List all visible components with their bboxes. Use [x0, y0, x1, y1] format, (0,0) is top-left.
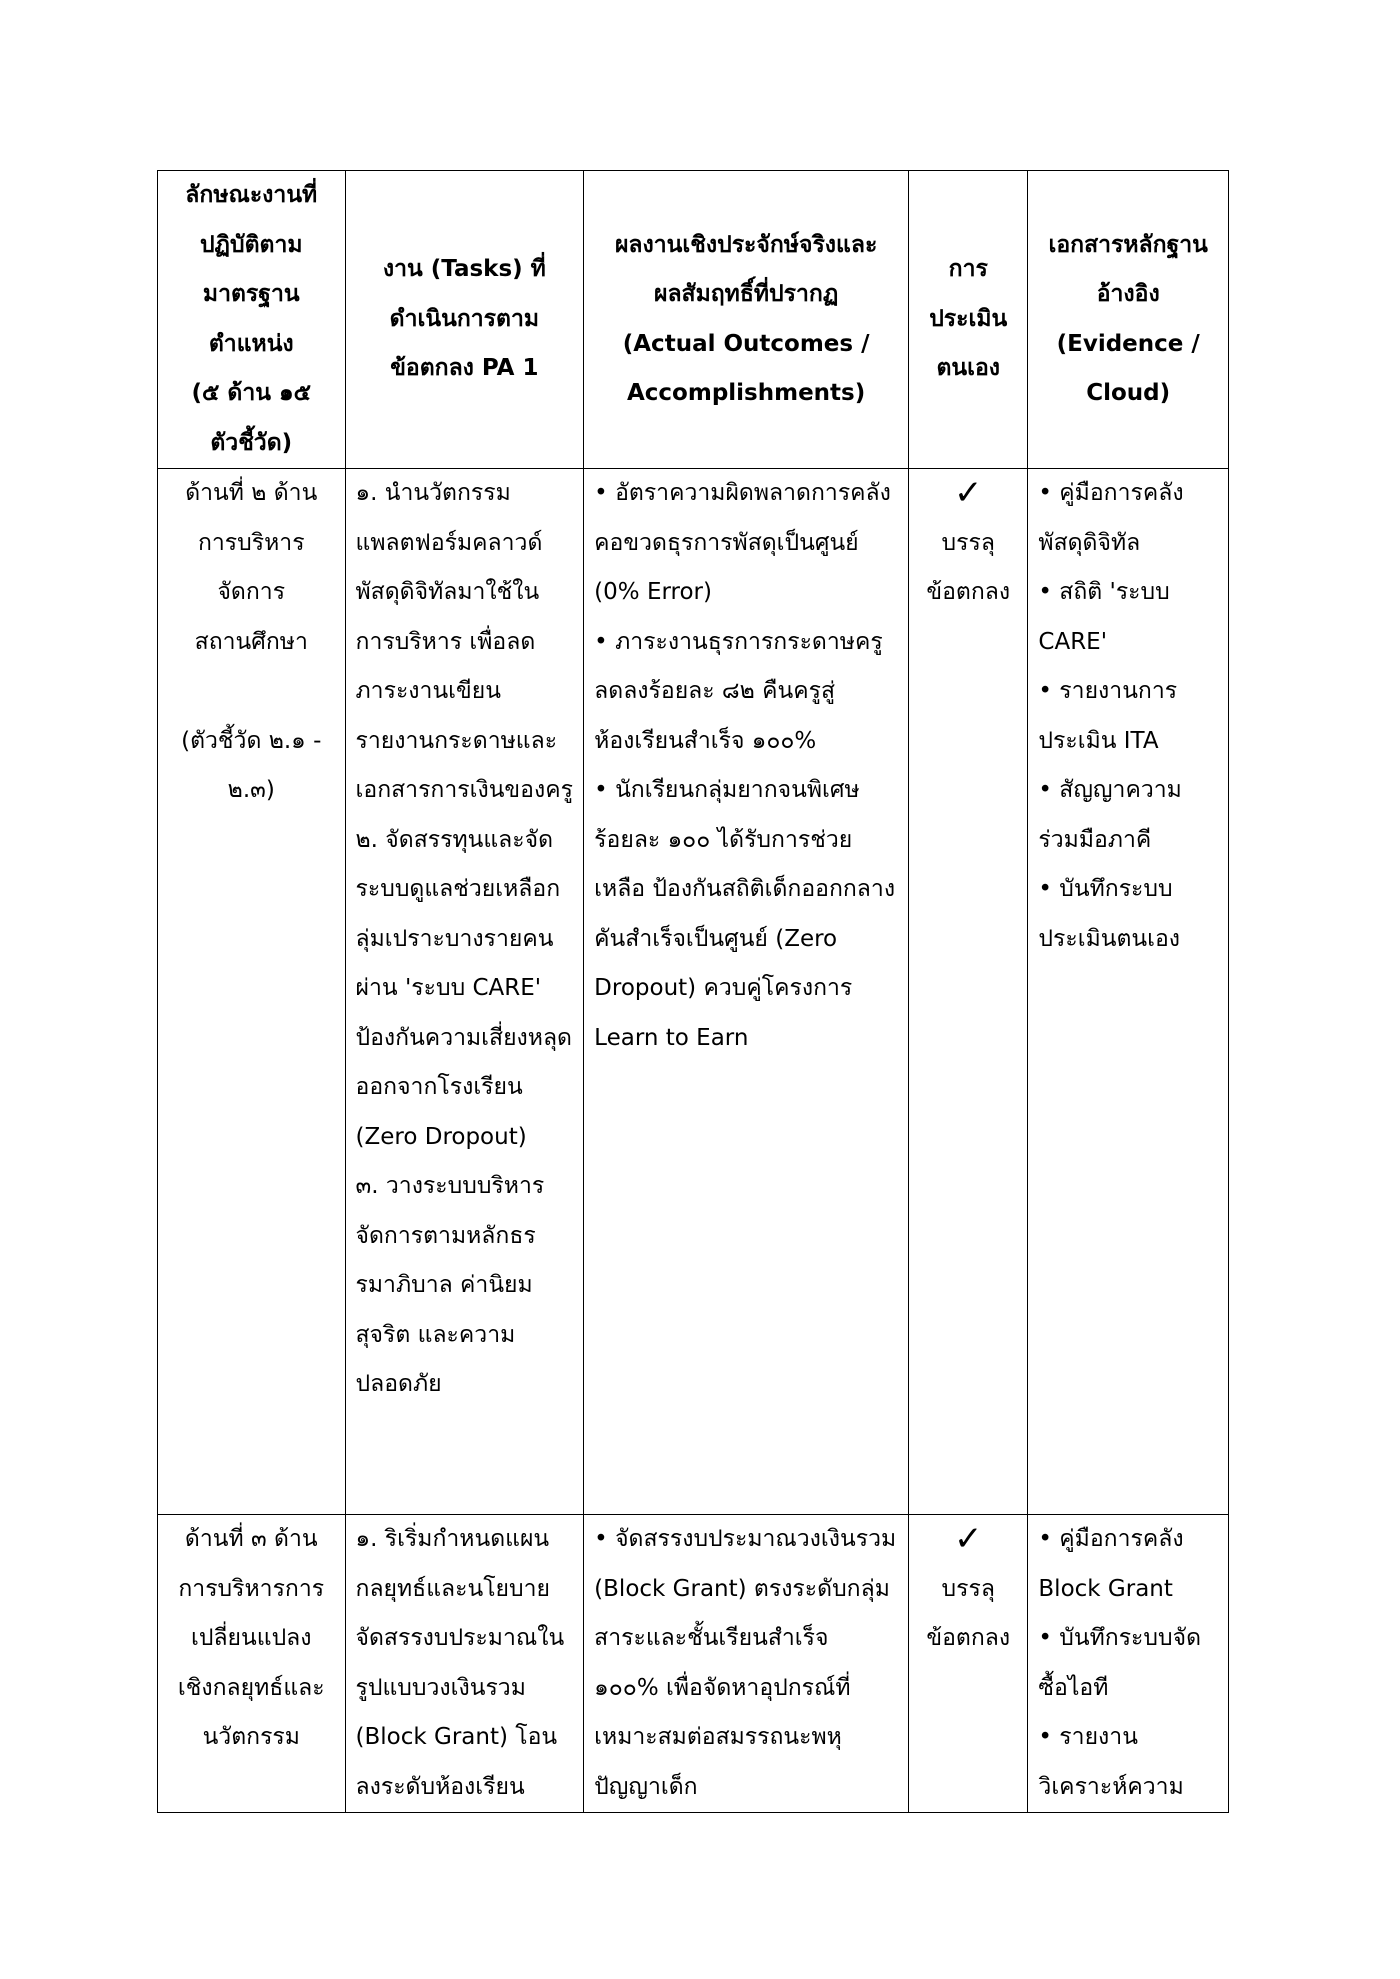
aspect-text: เปลี่ยนแปลง [191, 1625, 312, 1651]
header-text: ตำแหน่ง [208, 330, 294, 357]
table-row [158, 469, 1229, 1515]
assessment-text: ข้อตกลง [926, 1625, 1011, 1651]
header-outcomes [584, 171, 909, 469]
evidence-item: • คู่มือการคลังพัสดุดิจิทัล [1038, 469, 1218, 568]
evidence-item: • รายงานการประเมิน ITA [1038, 667, 1218, 766]
assessment-text: บรรลุ [941, 529, 995, 556]
header-job-characteristics [158, 171, 346, 469]
header-tasks [345, 171, 584, 469]
evidence-item: • รายงานวิเคราะห์ความ [1038, 1713, 1218, 1812]
checkmark-icon: ✓ [953, 473, 983, 513]
assessment-cell [909, 1515, 1028, 1813]
table-header-row [158, 171, 1229, 469]
evidence-item: • คู่มือการคลัง Block Grant [1038, 1515, 1218, 1614]
evidence-item: • บันทึกระบบประเมินตนเอง [1038, 865, 1218, 964]
header-text: งาน (Tasks) ที่ [382, 256, 546, 283]
header-text: ข้อตกลง PA 1 [390, 355, 539, 382]
header-text: ผลงานเชิงประจักษ์จริงและ [614, 231, 878, 258]
header-text: (Evidence / [1056, 330, 1200, 357]
header-text: ดำเนินการตาม [389, 305, 540, 332]
assessment-text: บรรลุ [941, 1575, 995, 1602]
header-text: ตัวชี้วัด) [210, 429, 293, 456]
tasks-cell [345, 469, 584, 1515]
header-text: (๕ ด้าน ๑๕ [191, 380, 312, 406]
header-text: ประเมิน [929, 305, 1008, 332]
aspect-text: ด้านที่ ๒ ด้าน [185, 480, 318, 506]
indicator-text: (ตัวชี้วัด ๒.๑ - [181, 727, 322, 754]
header-text: อ้างอิง [1096, 281, 1160, 307]
evidence-item: • บันทึกระบบจัดซื้อไอที [1038, 1614, 1218, 1713]
outcome-item: • นักเรียนกลุ่มยากจนพิเศษร้อยละ ๑๐๐ ได้รับการช่วยเหลือ ป้องกันสถิติเด็กออกกลางคันสำเร็จเป็นศูนย์ (Zero Dropout) ควบคู่โครงการ Learn to Earn [594, 766, 898, 1063]
aspect-text: นวัตกรรม [202, 1724, 300, 1750]
assessment-cell [909, 469, 1028, 1515]
header-self-assessment [909, 171, 1028, 469]
header-text: มาตรฐาน [202, 281, 300, 307]
header-text: เอกสารหลักฐาน [1048, 231, 1208, 258]
evidence-item: • สถิติ 'ระบบ CARE' [1038, 568, 1218, 667]
outcomes-cell [584, 1515, 909, 1813]
evidence-item: • สัญญาความร่วมมือภาคี [1038, 766, 1218, 865]
header-text: ปฏิบัติตาม [199, 231, 303, 258]
table-row [158, 1515, 1229, 1813]
outcomes-cell [584, 469, 909, 1515]
header-text: Cloud) [1086, 380, 1171, 406]
task-item: ๑. นำนวัตกรรมแพลตฟอร์มคลาวด์พัสดุดิจิทัลมาใช้ในการบริหาร เพื่อลดภาระงานเขียนรายงานกระดาษและเอกสารการเงินของครู [355, 480, 573, 803]
aspect-cell [158, 1515, 346, 1813]
indicator-text: ๒.๓) [227, 777, 275, 803]
aspect-text: การบริหารการ [178, 1575, 325, 1602]
header-text: ผลสัมฤทธิ์ที่ปรากฏ [653, 281, 839, 307]
header-text: ตนเอง [936, 355, 1001, 382]
header-text: (Actual Outcomes / [622, 330, 870, 357]
evidence-cell [1028, 469, 1229, 1515]
aspect-text: สถานศึกษา [194, 628, 308, 655]
aspect-text: เชิงกลยุทธ์และ [177, 1674, 325, 1701]
header-text: Accomplishments) [626, 380, 866, 406]
checkmark-icon: ✓ [953, 1519, 983, 1559]
pa-evaluation-table [157, 170, 1229, 1813]
evidence-cell [1028, 1515, 1229, 1813]
header-text: ลักษณะงานที่ [185, 182, 318, 208]
outcome-item: • อัตราความผิดพลาดการคลังคอขวดธุรการพัสดุเป็นศูนย์ (0% Error) [594, 469, 898, 618]
task-item: ๒. จัดสรรทุนและจัดระบบดูแลช่วยเหลือกลุ่มเปราะบางรายคนผ่าน 'ระบบ CARE' ป้องกันความเสี่ยงหลุดออกจากโรงเรียน (Zero Dropout) [355, 826, 572, 1150]
assessment-text: ข้อตกลง [926, 579, 1011, 605]
outcome-item: • ภาระงานธุรการกระดาษครูลดลงร้อยละ ๘๒ คืนครูสู่ห้องเรียนสำเร็จ ๑๐๐% [594, 618, 898, 767]
tasks-cell [345, 1515, 584, 1813]
aspect-text: จัดการ [217, 579, 286, 605]
task-item: ๓. วางระบบบริหารจัดการตามหลักธรรมาภิบาล ค่านิยมสุจริต และความปลอดภัย [355, 1173, 545, 1397]
task-item: ๑. ริเริ่มกำหนดแผนกลยุทธ์และนโยบายจัดสรรงบประมาณในรูปแบบวงเงินรวม (Block Grant) โอนลงระดับห้องเรียน [355, 1526, 565, 1800]
aspect-text: การบริหาร [197, 529, 305, 556]
outcome-item: • จัดสรรงบประมาณวงเงินรวม (Block Grant) ตรงระดับกลุ่มสาระและชั้นเรียนสำเร็จ ๑๐๐% เพื่อจัดหาอุปกรณ์ที่เหมาะสมต่อสมรรถนะพหุปัญญาเด็ก [594, 1515, 898, 1812]
aspect-text: ด้านที่ ๓ ด้าน [184, 1526, 318, 1552]
header-text: การ [948, 256, 988, 283]
aspect-cell [158, 469, 346, 1515]
header-evidence [1028, 171, 1229, 469]
